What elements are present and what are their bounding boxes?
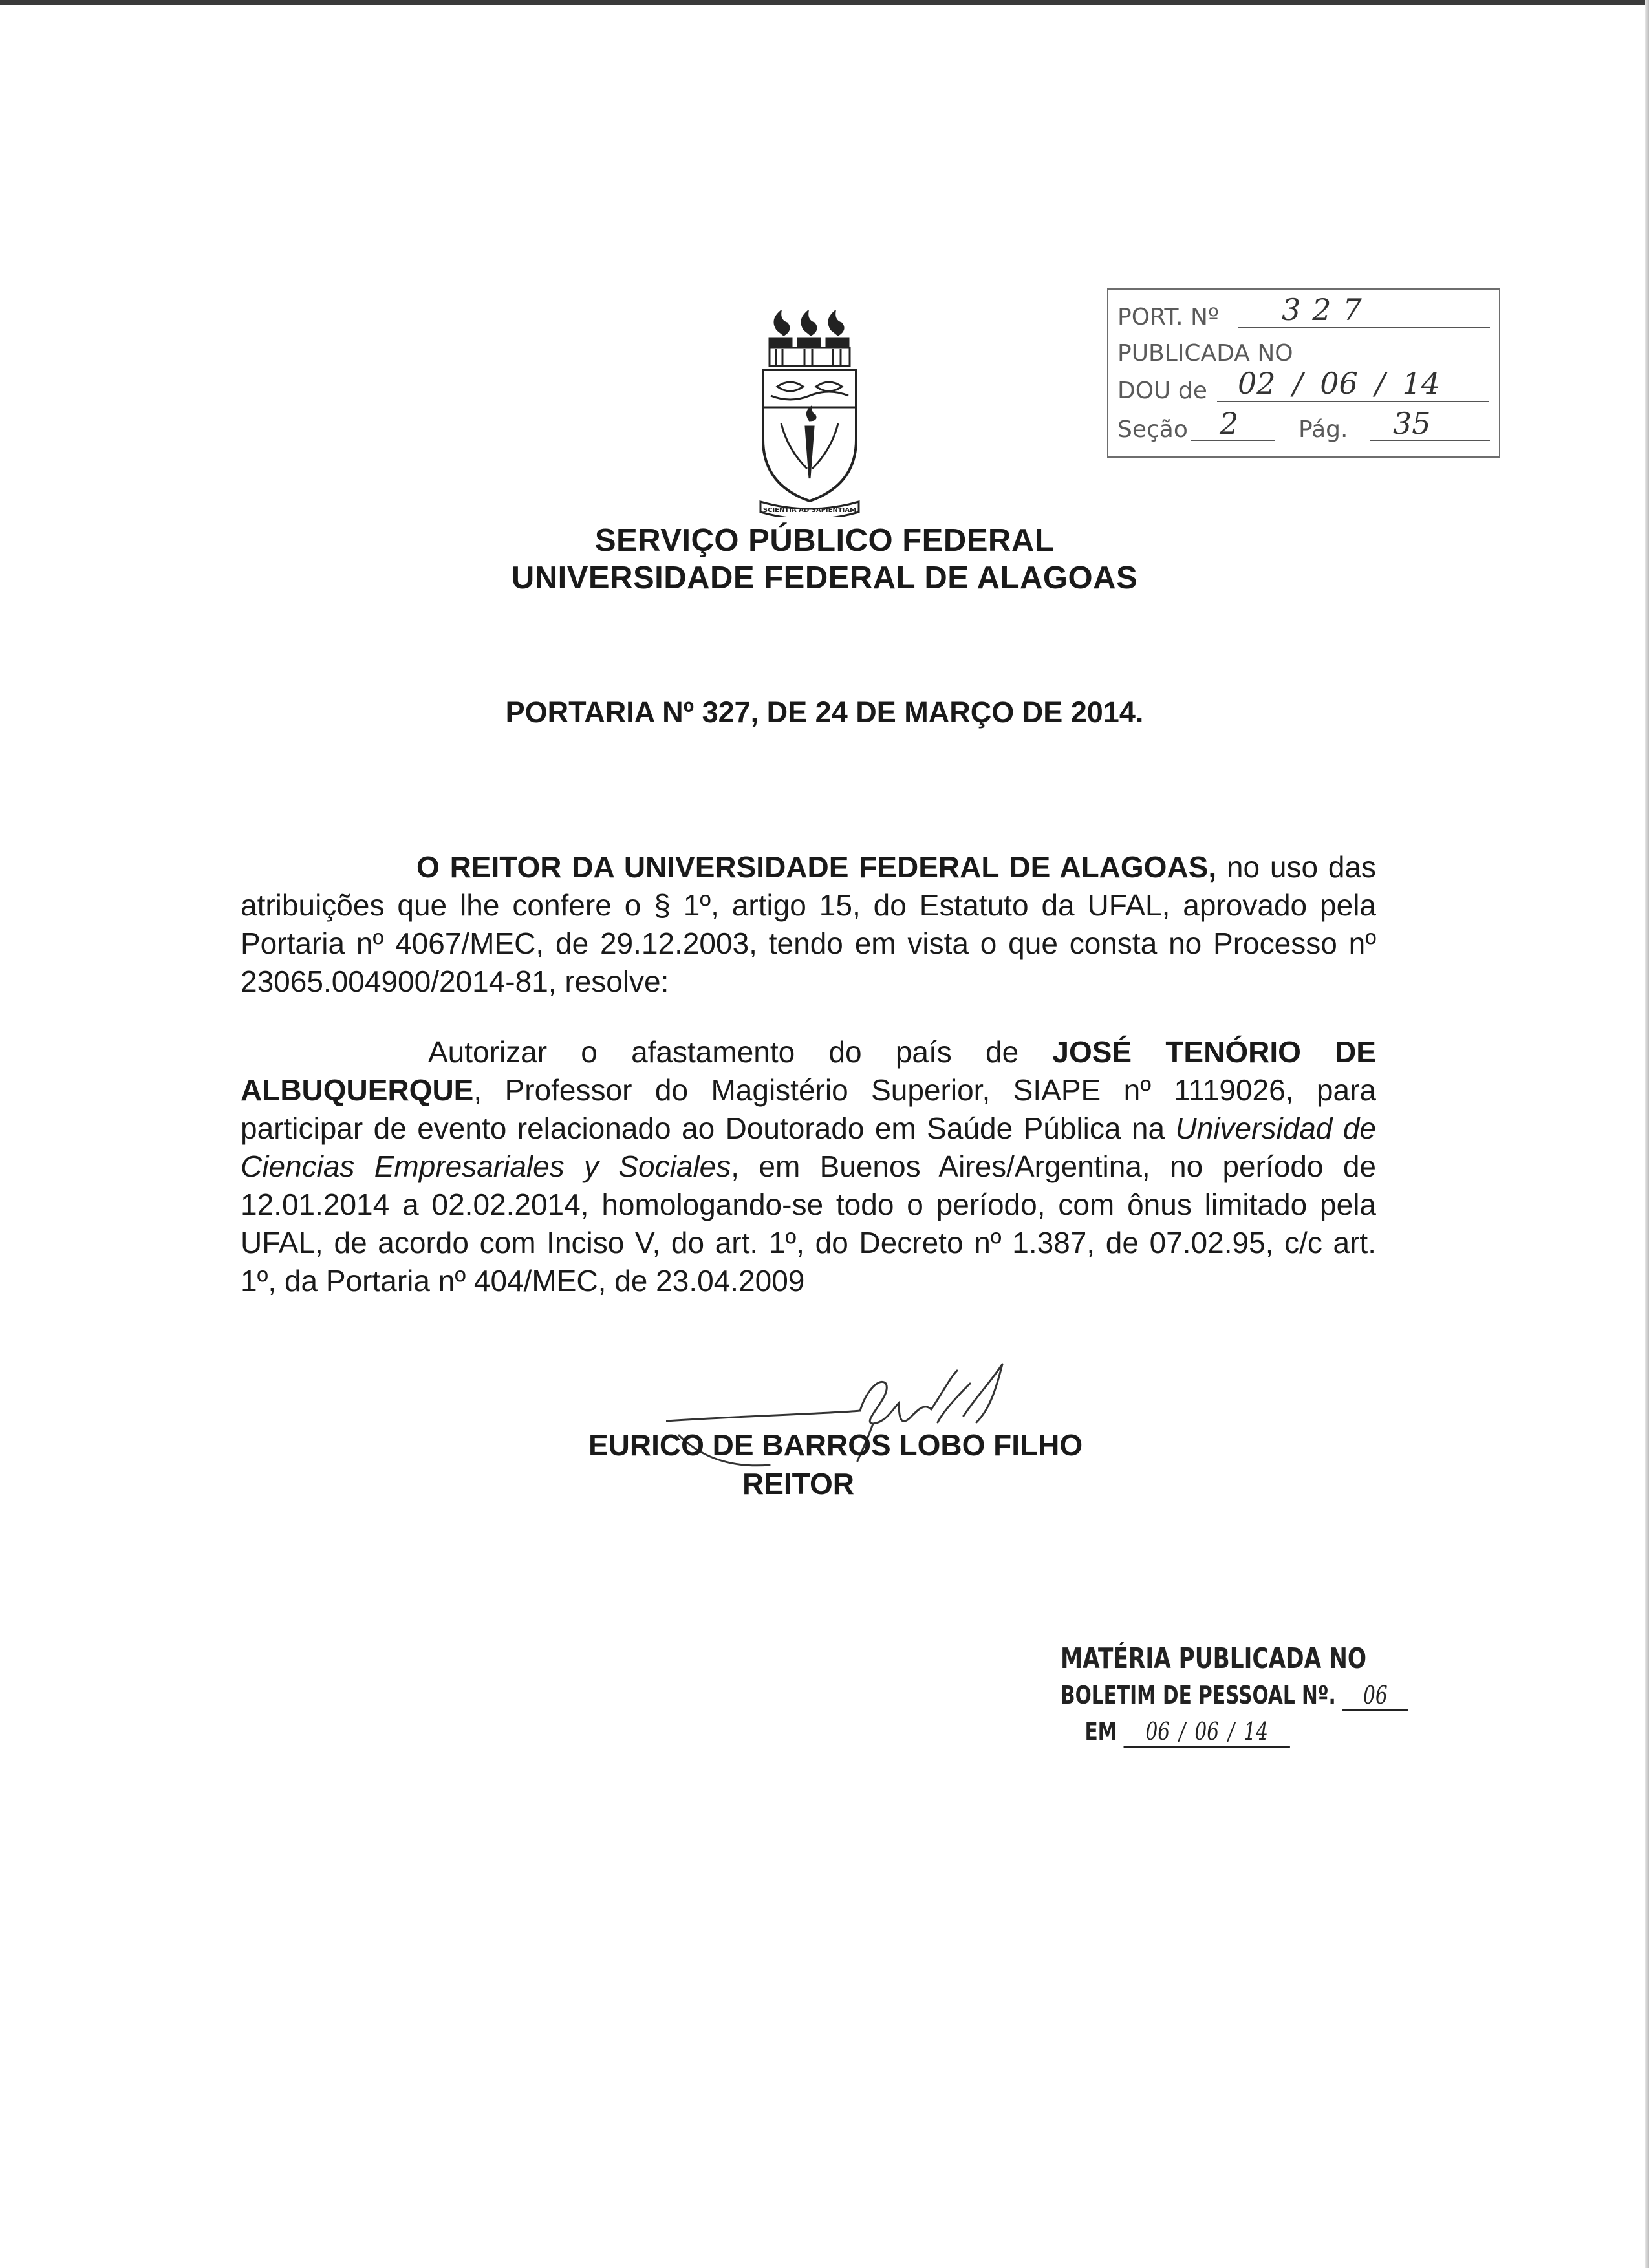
stamp-publicada-label: PUBLICADA NO (1117, 340, 1293, 367)
stamp-pag-value: 35 (1393, 406, 1431, 441)
resolution-institution: Universidad de Ciencias Empresariales y Sociales (241, 1111, 1377, 1183)
pub-stamp-date-value: 06 / 06 / 14 (1124, 1717, 1290, 1748)
dou-publication-stamp (1107, 288, 1500, 458)
handwritten-signature (666, 1351, 1067, 1500)
header-line-2: UNIVERSIDADE FEDERAL DE ALAGOAS (511, 561, 1138, 595)
university-crest-icon (758, 310, 861, 517)
stamp-port-label: PORT. Nº (1117, 304, 1219, 330)
pub-stamp-line-2 (1061, 1681, 1408, 1711)
pub-stamp-bulletin-number: 06 (1342, 1681, 1408, 1711)
bulletin-publication-stamp (1061, 1642, 1388, 1771)
document-title: PORTARIA Nº 327, DE 24 DE MARÇO DE 2014. (505, 696, 1144, 729)
stamp-port-value: 327 (1282, 292, 1374, 327)
pub-stamp-line-3 (1084, 1717, 1289, 1748)
resolution-part-2: , Professor do Magistério Superior, SIAPE nº 1119026, para participar de evento relacionado ao Doutorado em Saúde Pública na (241, 1073, 1376, 1145)
pub-stamp-date-label: EM (1084, 1717, 1117, 1746)
preamble-text: no uso das atribuições que lhe confere o § 1º, artigo 15, do Estatuto da UFAL, aprovado pela Portaria nº 4067/MEC, de 29.12.2003, tendo em vista o que consta no Processo nº 23065.004900/2014-81, resolve: (241, 850, 1376, 998)
stamp-dou-underline (1217, 401, 1489, 402)
resolution-part-3: , em Buenos Aires/Argentina, no período de 12.01.2014 a 02.02.2014, homologando-se todo o período, com ônus limitado pela UFAL, de acordo com Inciso V, do art. 1º, do Decreto nº 1.387, de 07.02.95, c/c art. 1º, da Portaria nº 404/MEC, de 23.04.2009 (241, 1150, 1376, 1298)
stamp-dou-label: DOU de (1117, 378, 1207, 404)
pub-stamp-bulletin-label: BOLETIM DE PESSOAL Nº. (1061, 1681, 1336, 1709)
stamp-dou-value: 02 / 06 / 14 (1238, 366, 1441, 401)
stamp-port-underline (1238, 327, 1490, 328)
stamp-pag-label: Pág. (1299, 416, 1348, 443)
stamp-secao-value: 2 (1220, 406, 1239, 441)
signatory-name: EURICO DE BARROS LOBO FILHO (588, 1428, 1083, 1462)
resolution-part-1: Autorizar o afastamento do país de (428, 1035, 1053, 1069)
scan-right-edge (1645, 0, 1649, 2268)
header-line-1: SERVIÇO PÚBLICO FEDERAL (594, 523, 1055, 558)
scan-top-edge (0, 0, 1649, 5)
resolution-person-name: JOSÉ TENÓRIO DE ALBUQUERQUE (241, 1035, 1376, 1107)
pub-stamp-line-1: MATÉRIA PUBLICADA NO (1061, 1642, 1367, 1675)
stamp-secao-label: Seção (1117, 416, 1188, 443)
paragraph-preamble (241, 848, 1376, 1001)
signatory-role: REITOR (742, 1467, 854, 1501)
preamble-bold-lead: O REITOR DA UNIVERSIDADE FEDERAL DE ALAGOAS, (416, 850, 1217, 884)
paragraph-resolution (241, 1033, 1376, 1300)
crest-motto: SCIENTIA AD SAPIENTIAM (762, 507, 857, 514)
